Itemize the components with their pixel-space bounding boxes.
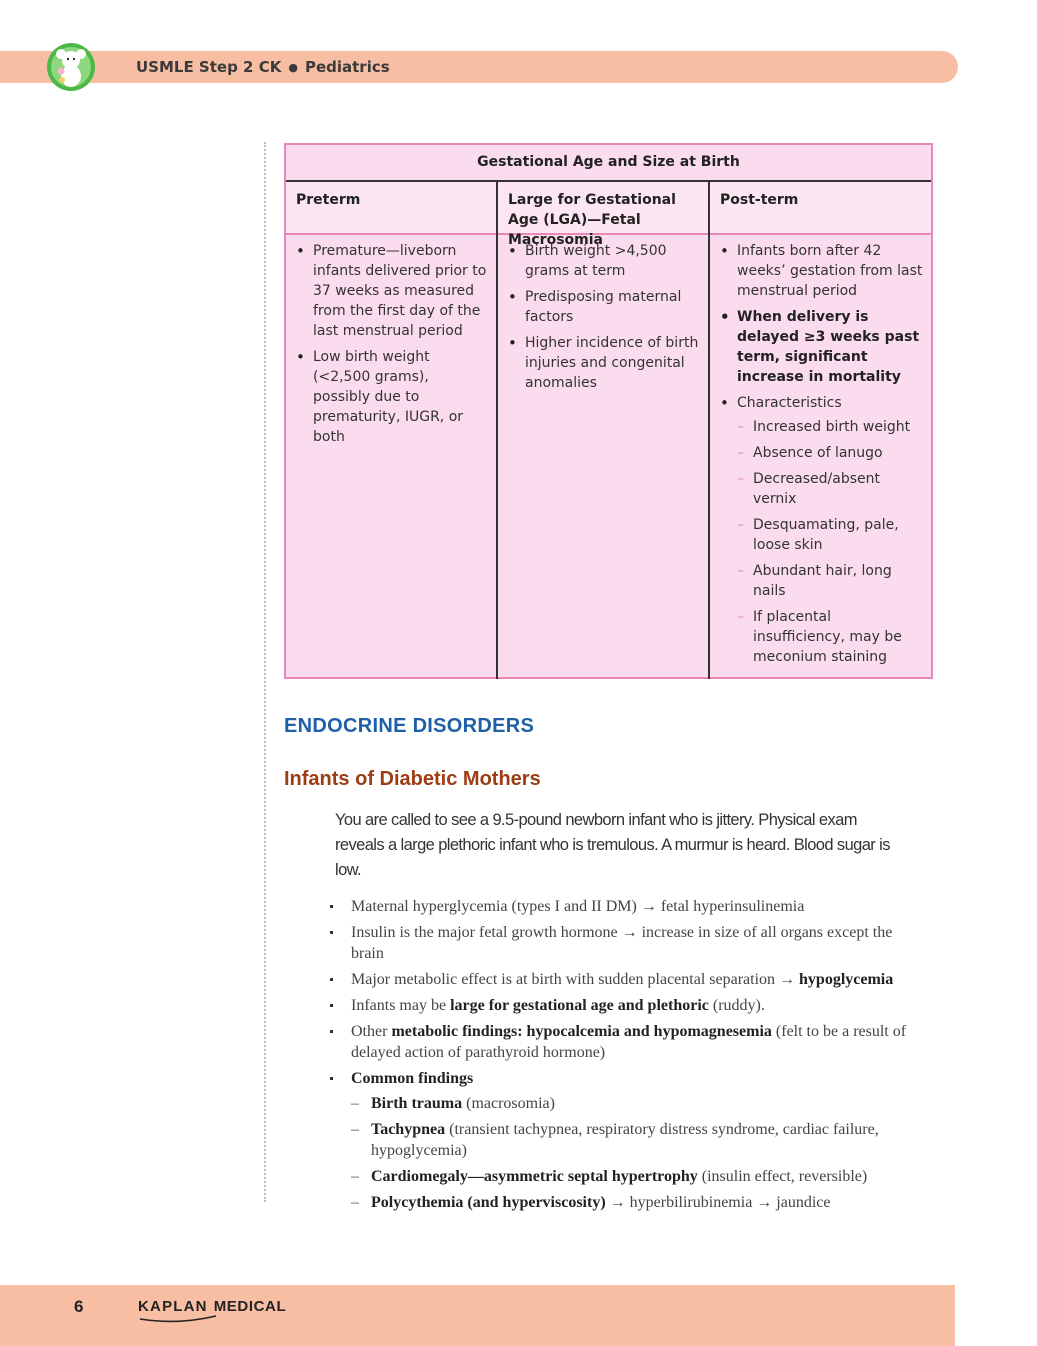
table-title: Gestational Age and Size at Birth [286,145,931,182]
teddy-bear-icon [46,40,96,94]
margin-dotted-rule [264,142,266,1202]
list-item: • Premature—liveborn infants delivered prior to 37 weeks as measured from the first day of the last menstrual period [295,241,488,341]
sub-list-item [351,1093,926,1114]
sub-list-item [351,1119,926,1161]
bullet-text: (ruddy). [708,997,765,1014]
bullet-bold: Cardiomegaly—asymmetric septal hypertrophy [371,1168,698,1185]
characteristics-label: Characteristics [737,395,842,411]
list-item [326,922,926,964]
bullet-text: (insulin effect, reversible) [697,1168,868,1185]
list-item [719,393,923,667]
list-item: • Higher incidence of birth injuries and congenital anomalies [507,333,700,393]
separator-dot: ● [288,61,298,74]
sub-list-item [351,1166,926,1187]
bullet-text: Maternal hyperglycemia (types I and II DM) → fetal hyperinsulinemia [351,898,805,915]
bullet-bold: hypoglycemia [799,971,894,988]
page-number: 6 [74,1297,84,1316]
bullet-bold: Polycythemia (and hyperviscosity) [371,1194,606,1211]
sub-list-item: – Abundant hair, long nails [719,561,923,601]
list-item [326,1068,926,1213]
bullet-text: → hyperbilirubinemia → jaundice [605,1194,831,1211]
findings-list [326,896,926,1218]
column-preterm [286,182,498,679]
sub-list-item [351,1192,926,1213]
bullet-bold: metabolic findings: hypocalcemia and hypomagnesemia [391,1023,772,1040]
list-item: • Low birth weight (<2,500 grams), possibly due to prematurity, IUGR, or both [295,347,488,447]
bullet-bold: Common findings [351,1070,474,1087]
sub-list-item: – Absence of lanugo [719,443,923,463]
brand-medical: MEDICAL [213,1298,287,1315]
list-item: • Infants born after 42 weeks’ gestation from last menstrual period [719,241,923,301]
gestational-age-table [284,143,933,679]
brand-kaplan: KAPLAN [138,1298,208,1315]
list-item: • Birth weight >4,500 grams at term [507,241,700,281]
list-item: • When delivery is delayed ≥3 weeks past term, significant increase in mortality [719,307,923,387]
bullet-text: (transient tachypnea, respiratory distress syndrome, cardiac failure, hypoglycemia) [371,1121,879,1159]
list-item [326,896,926,917]
bullet-text: Major metabolic effect is at birth with sudden placental separation → [351,971,800,988]
section-title: Pediatrics [304,58,390,76]
bullet-text: Insulin is the major fetal growth hormone → increase in size of all organs except the brain [351,924,893,962]
list-item [326,969,926,990]
section-heading: ENDOCRINE DISORDERS [284,715,535,737]
column-heading: Preterm [286,182,496,235]
bullet-text: Infants may be [351,997,451,1014]
sub-list-item: – Increased birth weight [719,417,923,437]
sub-list-item: – Desquamating, pale, loose skin [719,515,923,555]
bullet-bold: large for gestational age and plethoric [450,997,709,1014]
bullet-text: (macrosomia) [462,1095,555,1112]
publisher-logo [138,1298,286,1315]
list-item: • Predisposing maternal factors [507,287,700,327]
book-title: USMLE Step 2 CK [136,58,282,76]
list-item [326,1021,926,1063]
running-header [136,58,390,76]
bullet-text: (felt to be a result of delayed action of parathyroid hormone) [351,1023,907,1061]
column-post-term [710,182,931,679]
bullet-bold: Birth trauma [371,1095,463,1112]
swoosh-icon [138,1315,220,1323]
sub-list-item: – If placental insufficiency, may be meconium staining [719,607,923,667]
bullet-bold: Tachypnea [371,1121,446,1138]
list-item [326,995,926,1016]
column-heading: Post-term [710,182,931,235]
bullet-text: Other [351,1023,392,1040]
column-heading: Large for Gestational Age (LGA)—Fetal Macrosomia [498,182,708,235]
subsection-heading: Infants of Diabetic Mothers [284,768,541,790]
column-lga [498,182,710,679]
sub-list-item: – Decreased/absent vernix [719,469,923,509]
clinical-case-text: You are called to see a 9.5-pound newborn infant who is jittery. Physical exam reveals a large plethoric infant who is tremulous. A murmur is heard. Blood sugar is low. [335,811,890,879]
